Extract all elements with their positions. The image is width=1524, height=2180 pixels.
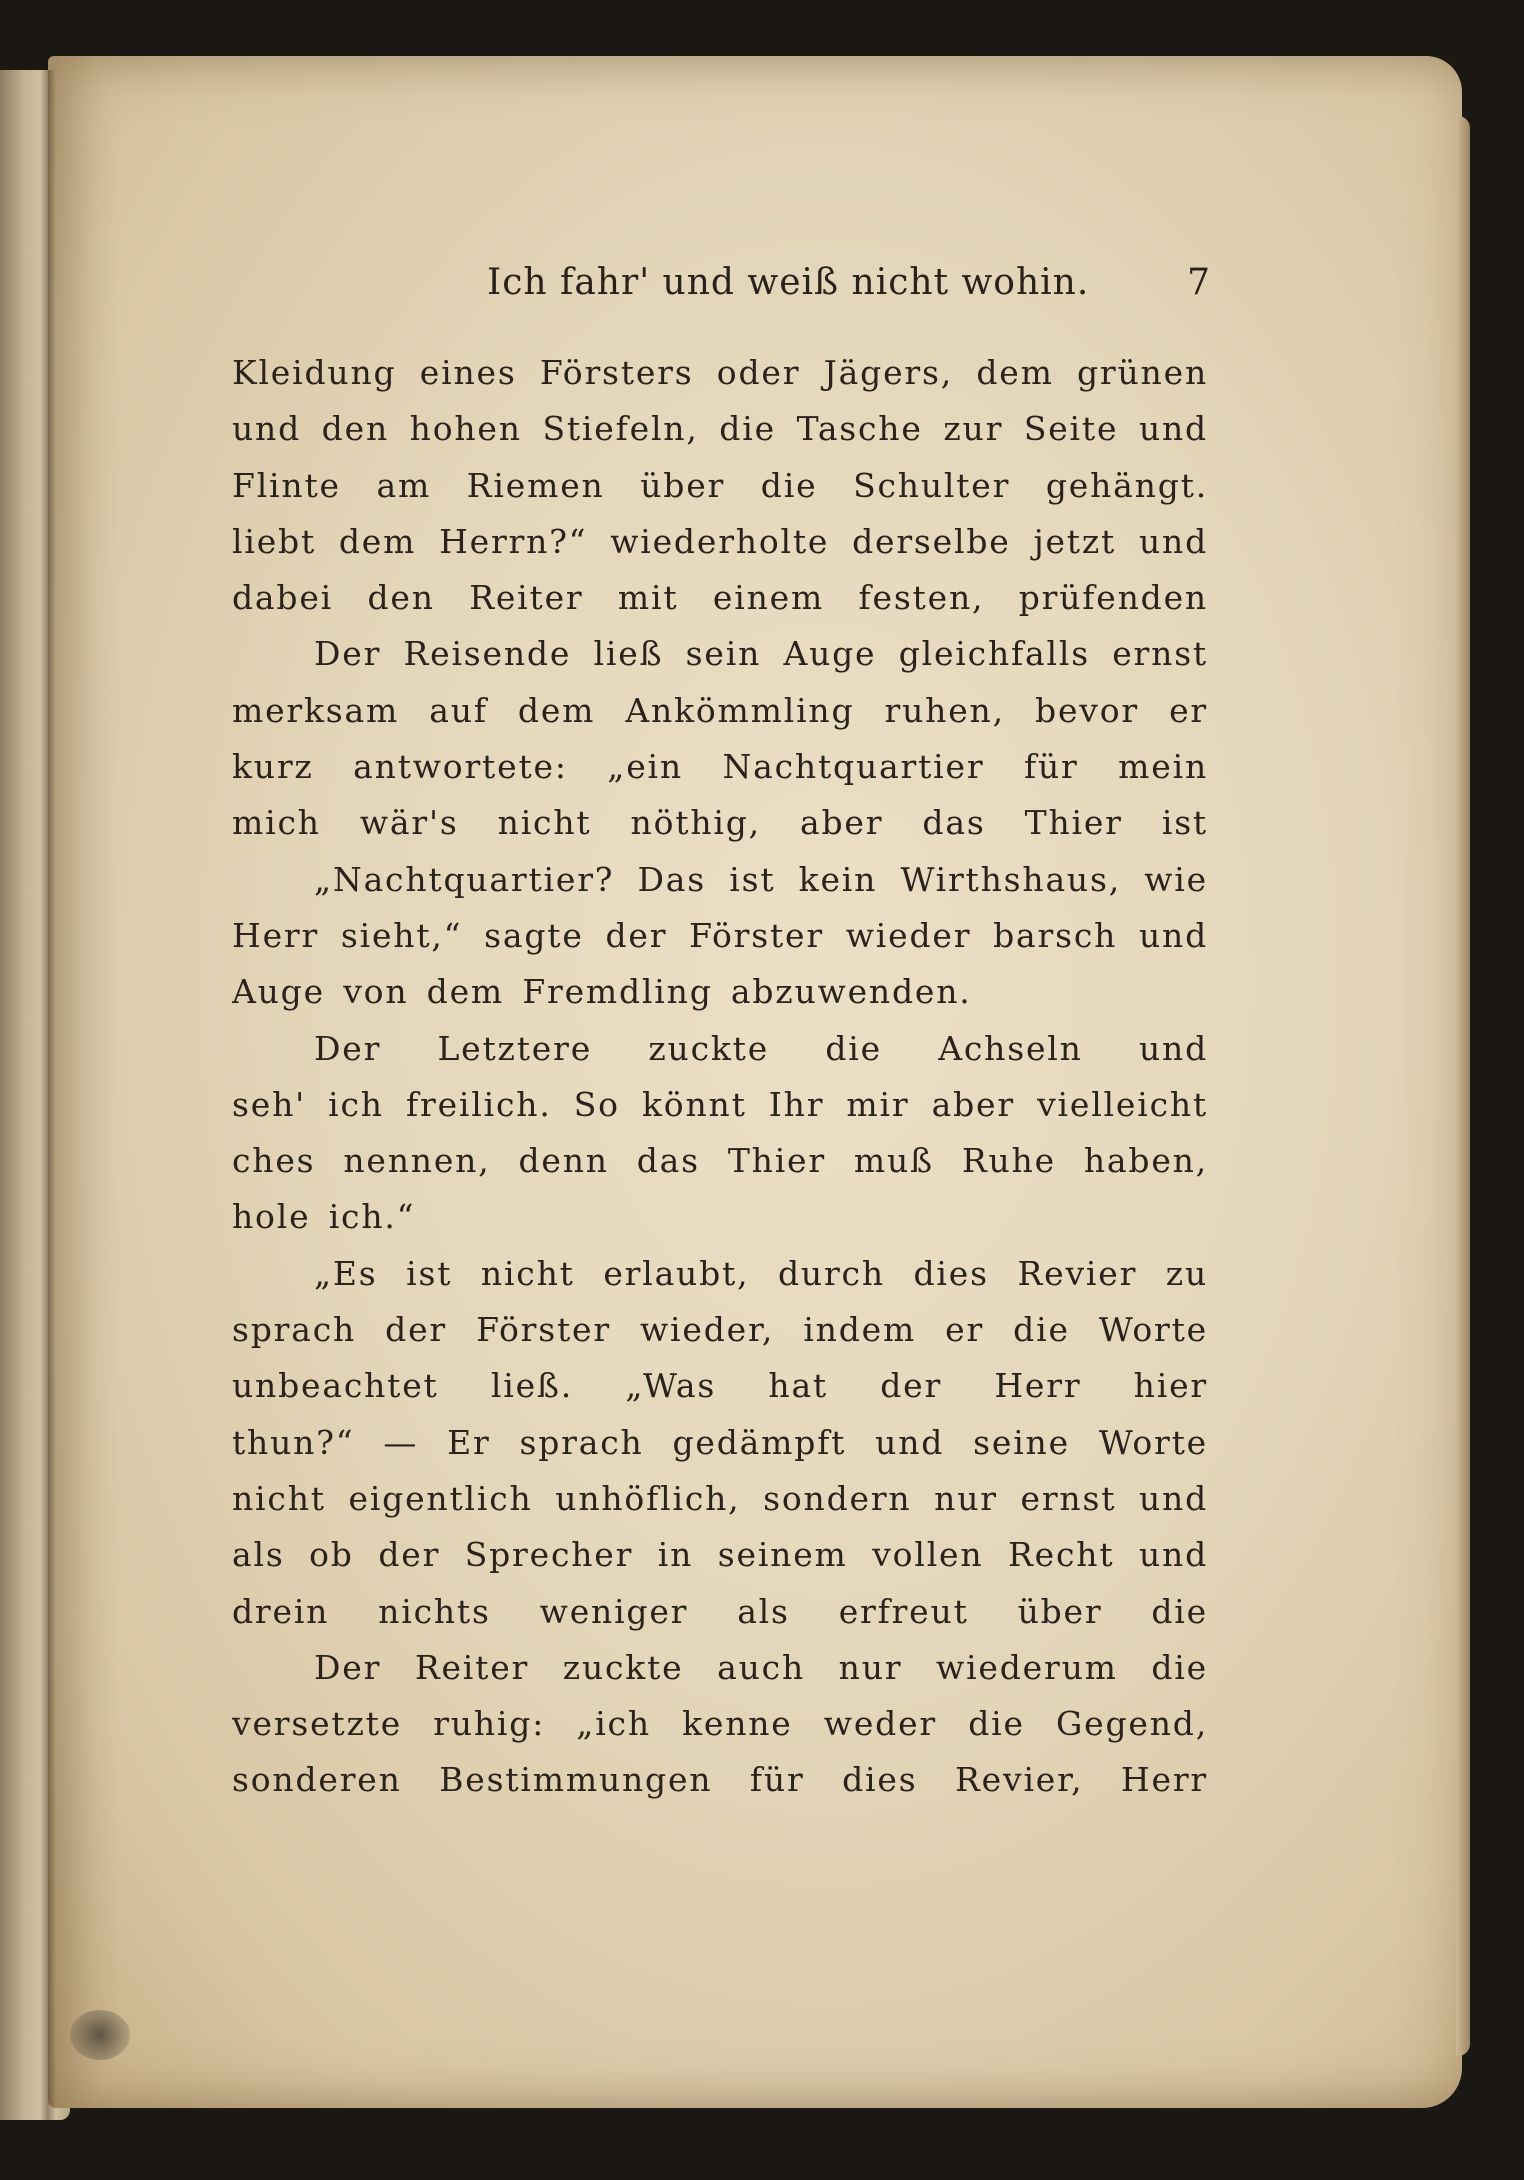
text-line: Der Letztere zuckte die Achseln und — [314, 1028, 1208, 1068]
text-line: „Nachtquartier? Das ist kein Wirthshaus, wie — [314, 859, 1208, 899]
text-line: Auge von dem Fremdling abzuwenden. — [232, 972, 972, 1012]
text-line: Der Reisende ließ sein Auge gleichfalls ernst — [314, 634, 1208, 674]
text-line: „Es ist nicht erlaubt, durch dies Revier zu — [314, 1253, 1208, 1293]
text-line: und den hohen Stiefeln, die Tasche zur Seite und — [232, 409, 1208, 449]
text-line: merksam auf dem Ankömmling ruhen, bevor er — [232, 690, 1208, 730]
text-line: nicht eigentlich unhöflich, sondern nur ernst und — [232, 1478, 1208, 1518]
text-line: als ob der Sprecher in seinem vollen Recht und — [232, 1535, 1208, 1575]
text-line: Der Reiter zuckte auch nur wiederum die — [314, 1647, 1208, 1687]
text-line: kurz antwortete: „ein Nachtquartier für mein — [232, 747, 1208, 787]
running-head-title: Ich fahr' und weiß nicht wohin. — [487, 262, 1090, 303]
page-right-edge — [1456, 116, 1470, 2056]
text-line: dabei den Reiter mit einem festen, prüfenden — [232, 578, 1208, 618]
text-line: ches nennen, denn das Thier muß Ruhe haben, — [232, 1141, 1208, 1181]
text-line: Herr sieht,“ sagte der Förster wieder barsch und — [232, 915, 1208, 955]
text-line: thun?“ — Er sprach gedämpft und seine Worte — [232, 1422, 1208, 1462]
running-head — [210, 262, 1210, 318]
ink-stain — [70, 2010, 130, 2060]
text-line: seh' ich freilich. So könnt Ihr mir aber vielleicht — [232, 1084, 1208, 1124]
text-line: hole ich.“ — [232, 1197, 416, 1237]
text-line: liebt dem Herrn?“ wiederholte derselbe jetzt und — [232, 521, 1208, 561]
text-line: sonderen Bestimmungen für dies Revier, Herr — [232, 1760, 1208, 1800]
text-line: versetzte ruhig: „ich kenne weder die Gegend, — [232, 1704, 1208, 1744]
book-gutter — [40, 70, 56, 2120]
text-line: unbeachtet ließ. „Was hat der Herr hier — [232, 1366, 1208, 1406]
body-text — [232, 345, 1208, 1809]
text-line: Flinte am Riemen über die Schulter gehängt. — [232, 465, 1208, 505]
text-line: mich wär's nicht nöthig, aber das Thier ist — [232, 803, 1208, 843]
text-line: Kleidung eines Försters oder Jägers, dem grünen — [232, 353, 1208, 392]
text-line: drein nichts weniger als erfreut über die — [232, 1591, 1208, 1631]
page-number: 7 — [1187, 262, 1210, 303]
text-line: sprach der Förster wieder, indem er die Worte — [232, 1310, 1208, 1350]
